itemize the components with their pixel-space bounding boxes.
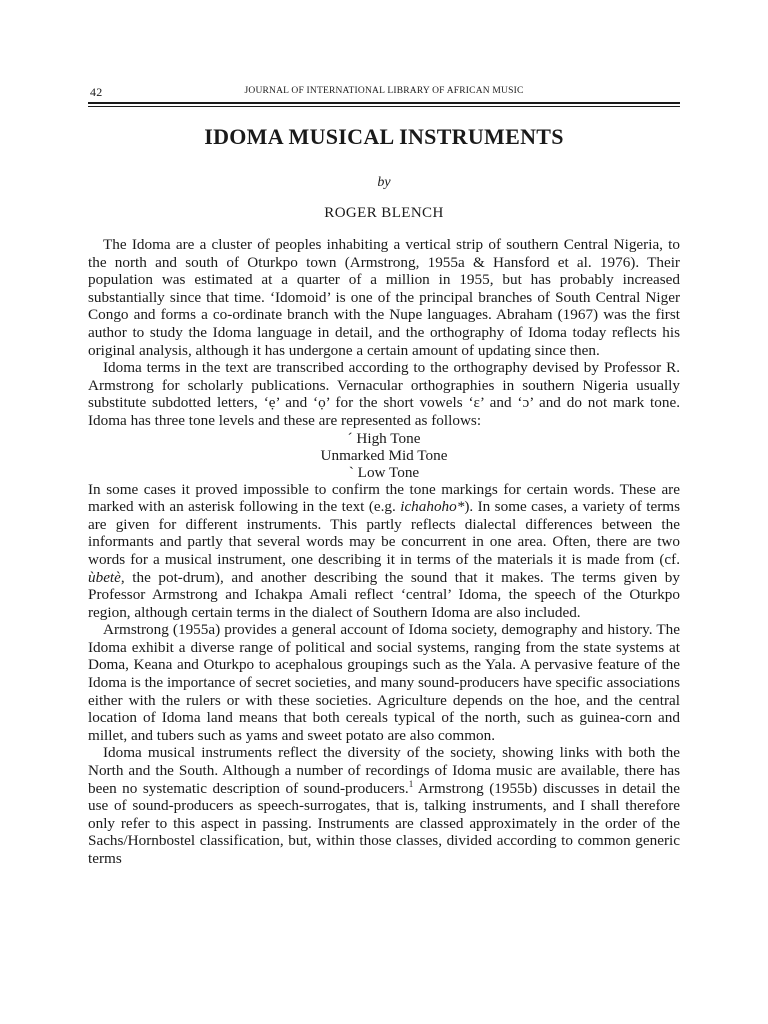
header-rule-thin (88, 106, 680, 107)
article-title: IDOMA MUSICAL INSTRUMENTS (204, 124, 564, 149)
page-number: 42 (90, 85, 103, 99)
author-name: ROGER BLENCH (324, 205, 444, 221)
footnote-marker: 1 (408, 778, 414, 789)
article-body (88, 236, 680, 868)
byline-by: by (377, 175, 391, 190)
paragraph-3-text-b: ). In some cases, a variety of terms are given for different instruments. This partly reflects dialectal differences between the informants and partly that several words may be concurrent in one area. Often, there are two words for a musical instrument, one describing it in terms of the materials it is made from (cf. (88, 498, 680, 568)
tone-high: ´ High Tone (347, 429, 421, 447)
paragraph-5-text-a: Idoma musical instruments reflect the diversity of the society, showing links with both the North and the South. Although a number of recordings of Idoma music are available, there has been no systematic description of sound-producers. (88, 744, 680, 797)
paragraph-3-text-c: , the pot-drum), and another describing the sound that it makes. The terms given by Professor Armstrong and Ichakpa Amali reflect ‘central’ Idoma, the speech of the Oturkpo region, although certain terms in the dialect of Southern Idoma are also included. (88, 568, 680, 621)
paragraph-3 (88, 481, 680, 622)
tone-low: ` Low Tone (348, 463, 420, 481)
term-ichahoho: ichahoho* (400, 498, 465, 516)
tone-list (88, 430, 680, 481)
tone-mid: Unmarked Mid Tone (320, 446, 448, 464)
running-head (88, 84, 680, 100)
term-ubete: ùbetè (88, 568, 121, 586)
paragraph-5 (88, 744, 680, 867)
journal-title: JOURNAL OF INTERNATIONAL LIBRARY OF AFRICAN MUSIC (244, 86, 524, 96)
paragraph-1: The Idoma are a cluster of peoples inhabiting a vertical strip of southern Central Nigeria, to the north and south of Oturkpo town (Armstrong, 1955a & Hansford et al. 1976). Their population was estimated at a quarter of a million in 1955, but has probably increased substantially since that time. ‘Idomoid’ is one of the principal branches of South Central Niger Congo and forms a co-ordinate branch with the Nupe languages. Abraham (1967) was the first author to study the Idoma language in detail, and the orthography of Idoma today reflects his original analysis, although it has undergone a certain amount of updating since then. (88, 236, 680, 359)
header-rule-thick (88, 102, 680, 104)
paragraph-5-text-b: Armstrong (1955b) discusses in detail the use of sound-producers as speech-surrogates, that is, talking instruments, and I shall therefore only refer to this aspect in passing. Instruments are classed approximately in the order of the Sachs/Hornbostel classification, but, within those classes, divided according to common generic terms (88, 779, 681, 867)
paragraph-3-text-a: In some cases it proved impossible to confirm the tone markings for certain words. These are marked with an asterisk following in the text (e.g. (88, 480, 680, 516)
paragraph-4: Armstrong (1955a) provides a general account of Idoma society, demography and history. The Idoma exhibit a diverse range of political and social systems, ranging from the state systems at Doma, Keana and Oturkpo to acephalous groupings such as the Yala. A pervasive feature of the Idoma is the importance of secret societies, and many sound-producers have specific associations either with the rulers or with these societies. Agriculture depends on the hoe, and the central location of Idoma land means that both cereals typical of the north, such as guinea-corn and millet, and tubers such as yams and sweet potato are also common. (88, 621, 680, 744)
paragraph-2: Idoma terms in the text are transcribed according to the orthography devised by Professor R. Armstrong for scholarly publications. Vernacular orthographies in southern Nigeria usually substitute subdotted letters, ‘ẹ’ and ‘ọ’ for the short vowels ‘ɛ’ and ‘ɔ’ and do not mark tone. Idoma has three tone levels and these are represented as follows: (88, 359, 680, 429)
